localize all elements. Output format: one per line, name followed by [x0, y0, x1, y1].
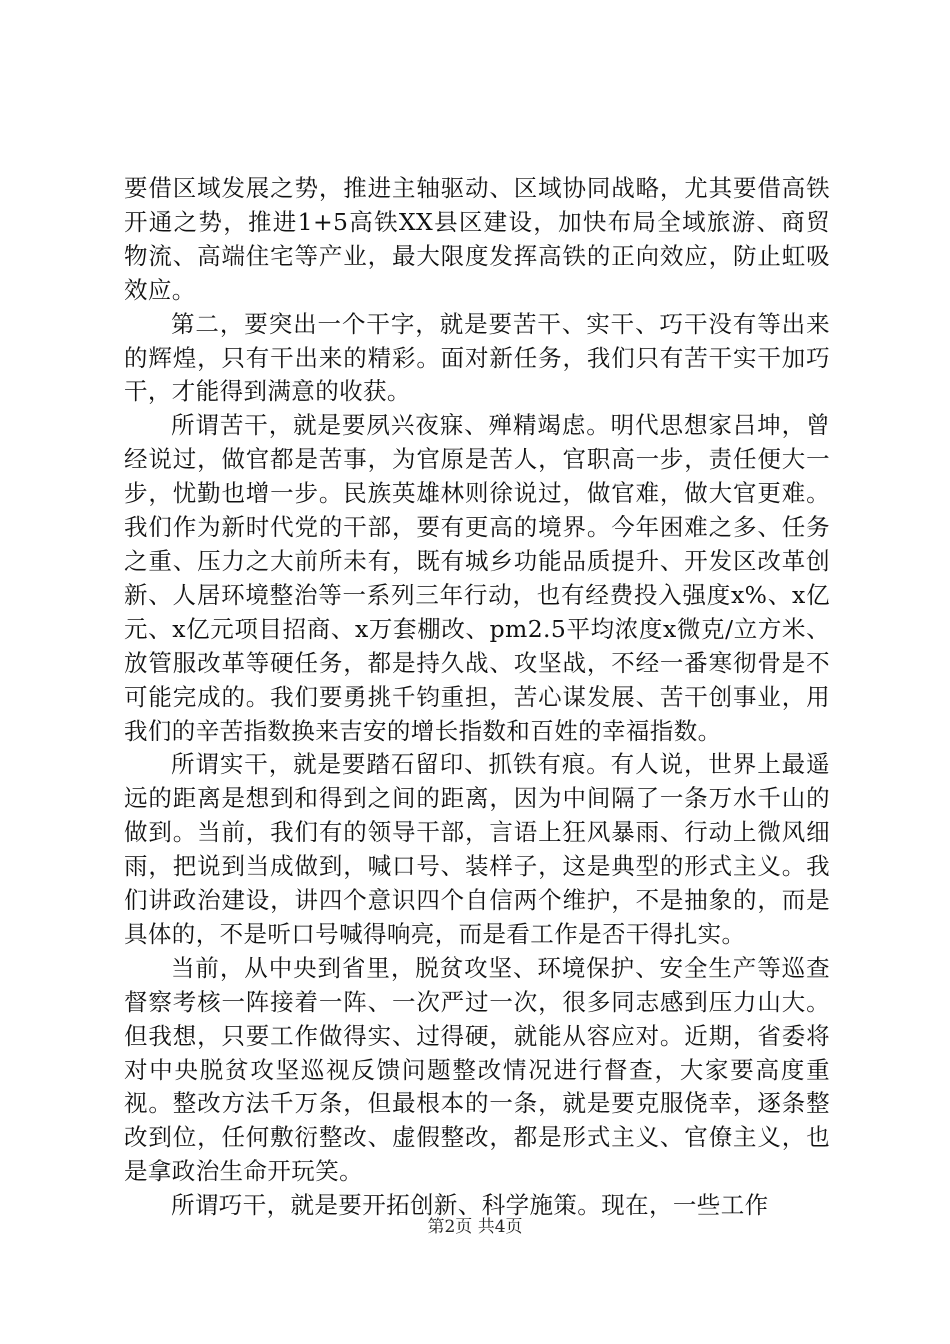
paragraph-kugan: 所谓苦干，就是要夙兴夜寐、殚精竭虑。明代思想家吕坤，曾经说过，做官都是苦事，为官原是苦人，官职高一步，责任便大一步，忧勤也增一步。民族英雄林则徐说过，做官难，做大官更难。我们作为新时代党的干部，要有更高的境界。今年困难之多、任务之重、压力之大前所未有，既有城乡功能品质提升、开发区改革创新、人居环境整治等一系列三年行动，也有经费投入强度x%、x亿元、x亿元项目招商、x万套棚改、pm2.5平均浓度x微克/立方米、放管服改革等硬任务，都是持久战、攻坚战，不经一番寒彻骨是不可能完成的。我们要勇挑千钧重担，苦心谋发展、苦干创事业，用我们的辛苦指数换来吉安的增长指数和百姓的幸福指数。: [124, 411, 830, 745]
body-text: [124, 172, 830, 1223]
paragraph-qiaogan: 所谓巧干，就是要开拓创新、科学施策。现在，一些工作: [171, 1191, 769, 1220]
paragraph-continuation: 要借区域发展之势，推进主轴驱动、区域协同战略，尤其要借高铁开通之势，推进1+5高铁XX县区建设，加快布局全域旅游、商贸物流、高端住宅等产业，最大限度发挥高铁的正向效应，防止虹吸效应。: [124, 174, 830, 304]
page-number-footer: 第2页 共4页: [427, 1217, 523, 1237]
paragraph-second-point: 第二，要突出一个干字，就是要苦干、实干、巧干没有等出来的辉煌，只有干出来的精彩。面对新任务，我们只有苦干实干加巧干，才能得到满意的收获。: [124, 309, 830, 406]
paragraph-shigan: 所谓实干，就是要踏石留印、抓铁有痕。有人说，世界上最遥远的距离是想到和得到之间的距离，因为中间隔了一条万水千山的做到。当前，我们有的领导干部，言语上狂风暴雨、行动上微风细雨，把说到当成做到，喊口号、装样子，这是典型的形式主义。我们讲政治建设，讲四个意识四个自信两个维护，不是抽象的，而是具体的，不是听口号喊得响亮，而是看工作是否干得扎实。: [124, 750, 830, 948]
paragraph-current: 当前，从中央到省里，脱贫攻坚、环境保护、安全生产等巡查督察考核一阵接着一阵、一次严过一次，很多同志感到压力山大。但我想，只要工作做得实、过得硬，就能从容应对。近期，省委将对中央脱贫攻坚巡视反馈问题整改情况进行督查，大家要高度重视。整改方法千万条，但最根本的一条，就是要克服侥幸，逐条整改到位，任何敷衍整改、虚假整改，都是形式主义、官僚主义，也是拿政治生命开玩笑。: [124, 953, 830, 1186]
